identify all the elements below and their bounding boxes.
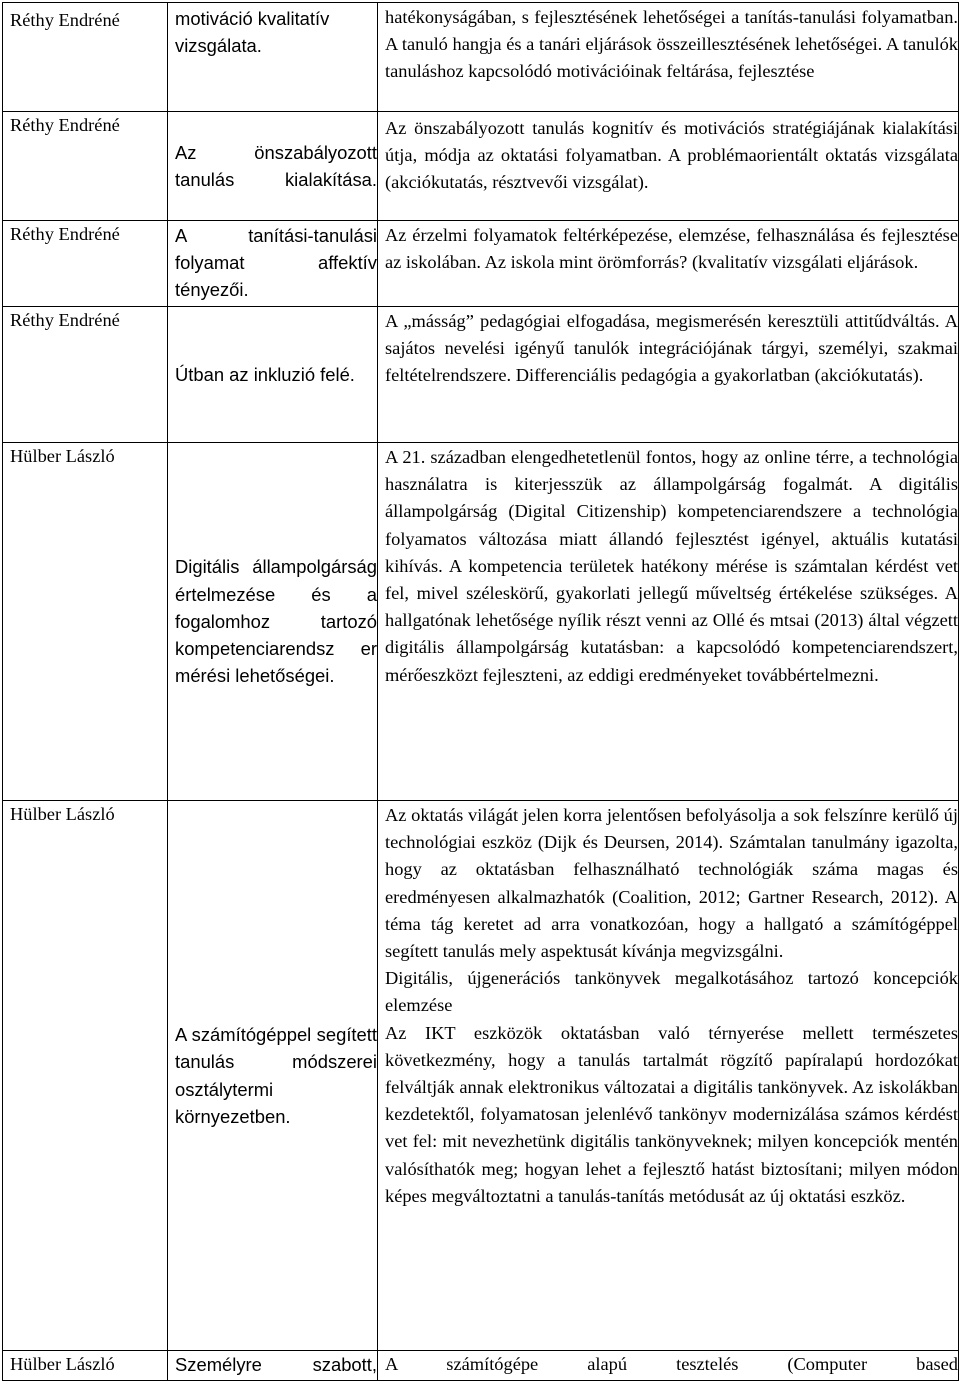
topic-cell [168, 1351, 378, 1381]
table-row [3, 801, 959, 1351]
supervisor-name: Hülber László [10, 804, 115, 824]
description-cell [378, 221, 959, 307]
table-row [3, 3, 959, 112]
description-cell [378, 443, 959, 801]
topic-title: Útban az inkluzió felé. [175, 363, 355, 385]
thesis-topics-table [2, 2, 959, 1381]
table-row [3, 112, 959, 221]
topic-title: A számítógéppel segített tanulás módszerei osztálytermi környezetben. [175, 1024, 377, 1127]
supervisor-cell [3, 112, 168, 221]
description-paragraph: A „másság” pedagógiai elfogadása, megismerésén keresztüli attitűdváltás. A sajátos nevelési igényű tanulók integrációjának tárgyi, személyi, szakmai feltételrendszere. Differenciális pedagógia a gyakorlatban (akciókutatás). [385, 311, 958, 386]
supervisor-cell [3, 221, 168, 307]
topic-title: Személyre szabott, [175, 1354, 377, 1375]
topic-cell [168, 112, 378, 221]
supervisor-name: Réthy Endréné [10, 10, 120, 30]
supervisor-cell [3, 443, 168, 801]
supervisor-name: Hülber László [10, 1354, 115, 1374]
description-paragraph: Az oktatás világát jelen korra jelentősen befolyásolja a sok felszínre kerülő új technológiai eszköz (Dijk és Deursen, 2014). Számtalan tanulmány igazolta, hogy az oktatásban felhasználható technológiák száma magas és eredményesen alkalmazhatók (Coalition, 2012; Gartner Research, 2012). A téma tág keretet ad arra vonatkozóan, hogy a hallgató a számítógéppel segített tanulás mely aspektusát kívánja megvizsgálni. [385, 805, 958, 962]
topic-title: Az önszabályozott tanulás kialakítása. [175, 141, 377, 190]
topic-title: motiváció kvalitatív vizsgálata. [175, 8, 330, 57]
table-body [3, 3, 959, 1381]
description-paragraph: Digitális, újgenerációs tankönyvek megalkotásához tartozó koncepciók elemzése [385, 968, 958, 1016]
topic-title: A tanítási-tanulási folyamat affektív tényezői. [175, 225, 377, 301]
description-paragraph: hatékonyságában, s fejlesztésének lehetőségei a tanítás-tanulási folyamatban. A tanuló hangja és a tanári eljárások összeillesztésének lehetőségei. A tanulók tanuláshoz kapcsolódó motivációinak feltárása, fejlesztése [385, 7, 958, 82]
description-cell [378, 112, 959, 221]
topic-cell [168, 307, 378, 443]
supervisor-name: Hülber László [10, 446, 115, 466]
topic-title: Digitális állampolgárság értelmezése és a fogalomhoz tartozó kompetenciarendsz er mérési lehetőségei. [175, 556, 377, 687]
table-row [3, 443, 959, 801]
description-cell [378, 3, 959, 112]
description-paragraph: A 21. században elengedhetetlenül fontos, hogy az online térre, a technológia használatra is kiterjesszük az állampolgárság fogalmát. A digitális állampolgárság (Digital Citizenship) kompetenciarendszere a technológia folyamatos változása miatt állandó fejlesztést igényel, aktuális kutatási kihívás. A kompetencia területek hatékony mérése is számtalan kérdést vet fel, mivel széleskörű, gyakorlati jellegű műveltség értékelése szükséges. A hallgatónak lehetősége nyílik részt venni az Ollé és mtsai (2013) által végzett digitális állampolgárság kutatásban: a kapcsolódó kompetenciarendszert, mérőeszközt fejleszteni, az eddigi eredményeket továbbértelmezni. [385, 447, 958, 685]
description-cell [378, 801, 959, 1351]
description-cell [378, 1351, 959, 1381]
table-row [3, 221, 959, 307]
topic-cell [168, 3, 378, 112]
supervisor-cell [3, 1351, 168, 1381]
table-row [3, 307, 959, 443]
supervisor-cell [3, 801, 168, 1351]
supervisor-name: Réthy Endréné [10, 310, 120, 330]
description-paragraph: A számítógépe alapú tesztelés (Computer based [385, 1354, 958, 1374]
description-paragraph: Az IKT eszközök oktatásban való térnyerése mellett természetes következmény, hogy a tanulás tartalmát rögzítő papíralapú hordozókat felváltják annak elektronikus változatai a digitális tankönyvek. Az iskolákban kezdetektől, folyamatosan jelenlévő tankönyv modernizálása számos kérdést vet fel: mit nevezhetünk digitális tankönyveknek; milyen koncepciók mentén valósíthatók meg; hogyan lehet a fejlesztő hatást biztosítani; milyen módon képes megváltoztatni a tanulás-tanítás metódusát az új oktatási eszköz. [385, 1022, 958, 1206]
description-cell [378, 307, 959, 443]
description-paragraph: Az önszabályozott tanulás kognitív és motivációs stratégiájának kialakítási útja, módja az oktatási folyamatban. A problémaorientált oktatás vizsgálata (akciókutatás, résztvevői vizsgálat). [385, 118, 958, 193]
topic-cell [168, 801, 378, 1351]
table-row [3, 1351, 959, 1381]
supervisor-name: Réthy Endréné [10, 224, 120, 244]
supervisor-cell [3, 3, 168, 112]
supervisor-cell [3, 307, 168, 443]
topic-cell [168, 443, 378, 801]
topic-cell [168, 221, 378, 307]
description-paragraph: Az érzelmi folyamatok feltérképezése, elemzése, felhasználása és fejlesztése az iskolában. Az iskola mint örömforrás? (kvalitatív vizsgálati eljárások. [385, 225, 958, 273]
supervisor-name: Réthy Endréné [10, 115, 120, 135]
